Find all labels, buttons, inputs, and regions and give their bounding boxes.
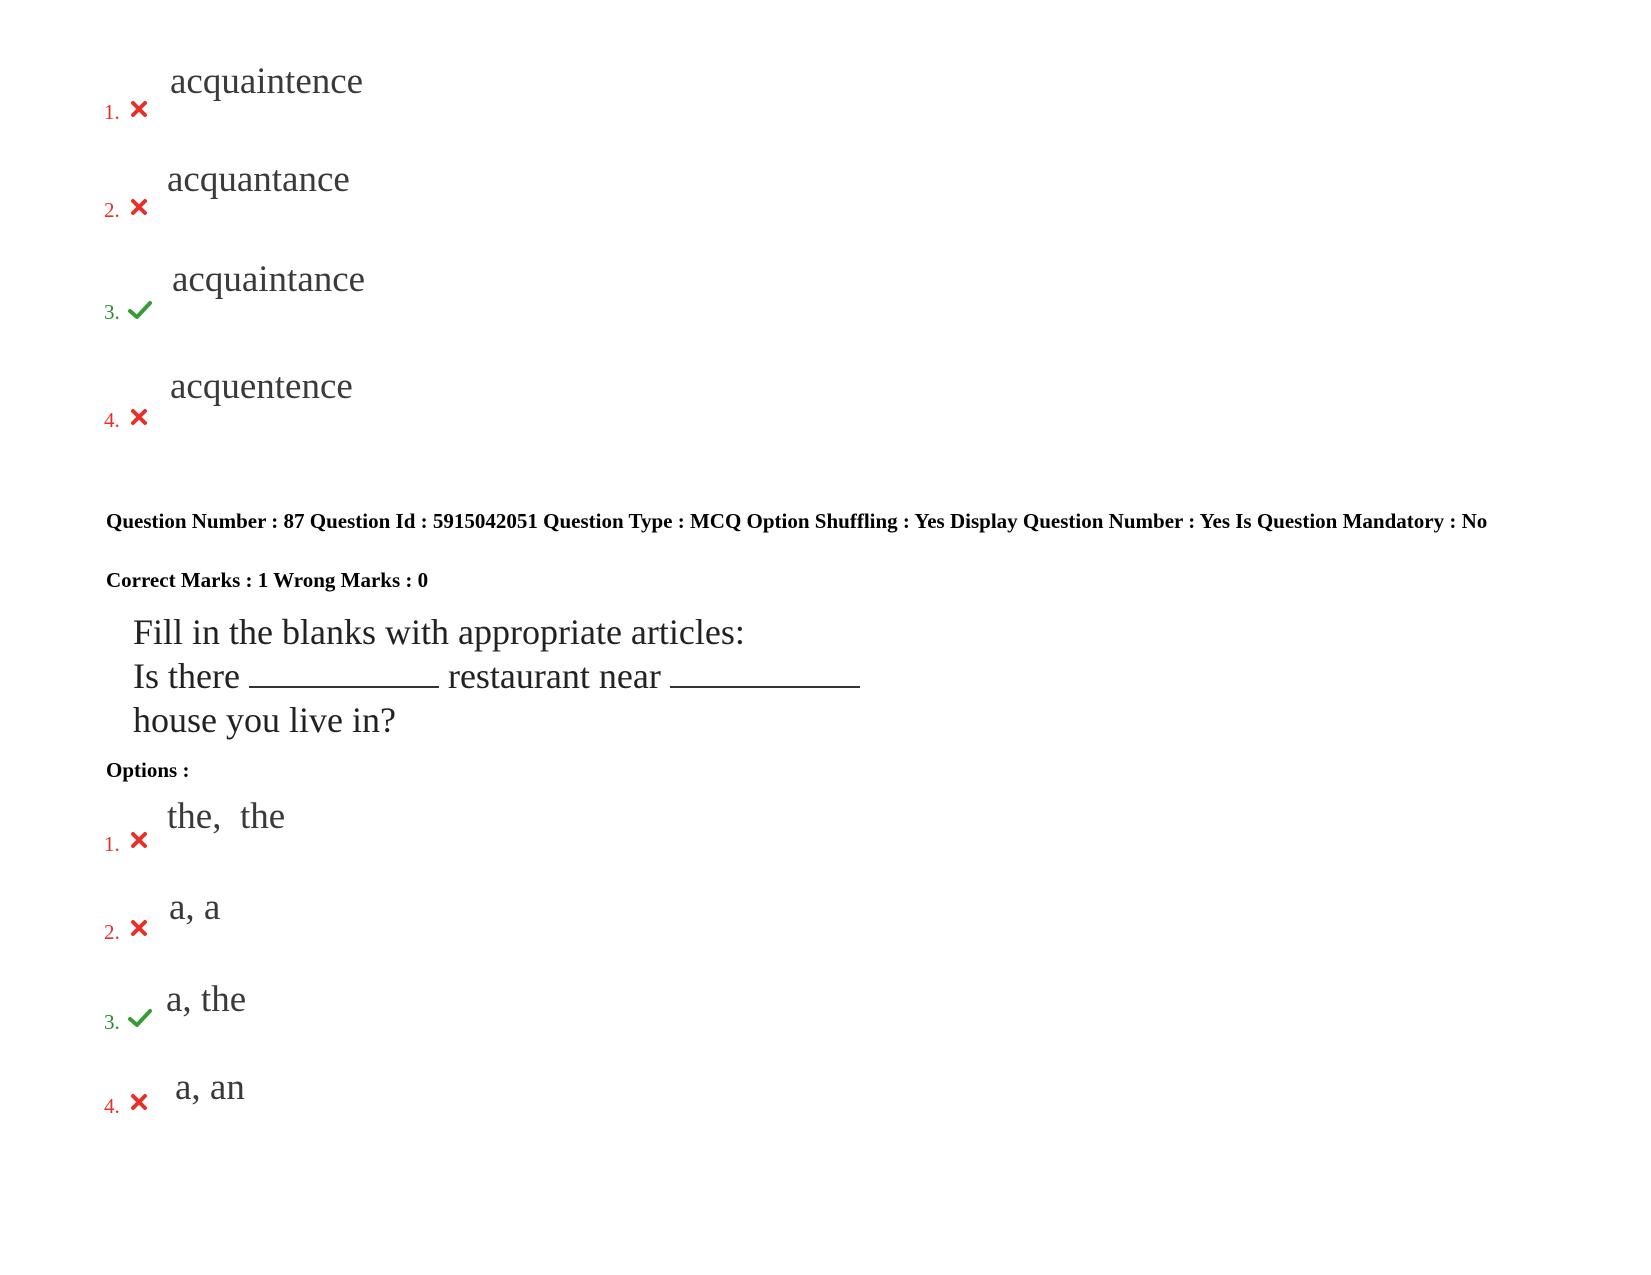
check-icon	[128, 300, 152, 320]
option-number: 3.	[104, 1010, 120, 1034]
option-number: 2.	[104, 198, 120, 222]
question-marks: Correct Marks : 1 Wrong Marks : 0	[106, 568, 429, 592]
question-text-part-b: restaurant near	[438, 656, 670, 696]
option-number: 4.	[104, 1094, 120, 1118]
option-number: 3.	[104, 300, 120, 324]
options-label: Options :	[106, 758, 190, 782]
question-text-line-2	[133, 654, 860, 698]
question-text-line-3: house you live in?	[133, 700, 396, 740]
cross-icon	[130, 198, 148, 216]
cross-icon	[130, 919, 148, 937]
cross-icon	[130, 1093, 148, 1111]
question-text-line-1: Fill in the blanks with appropriate articles:	[133, 612, 745, 652]
option-text: a, an	[175, 1067, 245, 1108]
option-number: 1.	[104, 100, 120, 124]
option-text: acquaintence	[170, 61, 364, 102]
question-text-part-a: Is there	[133, 656, 249, 696]
option-text: a, the	[166, 979, 247, 1020]
blank-1	[249, 656, 439, 688]
check-icon	[128, 1008, 152, 1028]
cross-icon	[130, 100, 148, 118]
option-text: acquentence	[170, 366, 353, 407]
question-meta: Question Number : 87 Question Id : 5915042051 Question Type : MCQ Option Shuffling : Yes Display Question Number : Yes Is Question Mandatory : No	[106, 509, 1488, 533]
cross-icon	[130, 408, 148, 426]
option-number: 4.	[104, 408, 120, 432]
option-text: the, the	[167, 796, 286, 837]
cross-icon	[130, 831, 148, 849]
option-number: 1.	[104, 832, 120, 856]
option-number: 2.	[104, 920, 120, 944]
option-text: a, a	[169, 887, 221, 928]
blank-2	[670, 656, 860, 688]
option-text: acquaintance	[172, 259, 366, 300]
option-text: acquantance	[167, 159, 350, 200]
